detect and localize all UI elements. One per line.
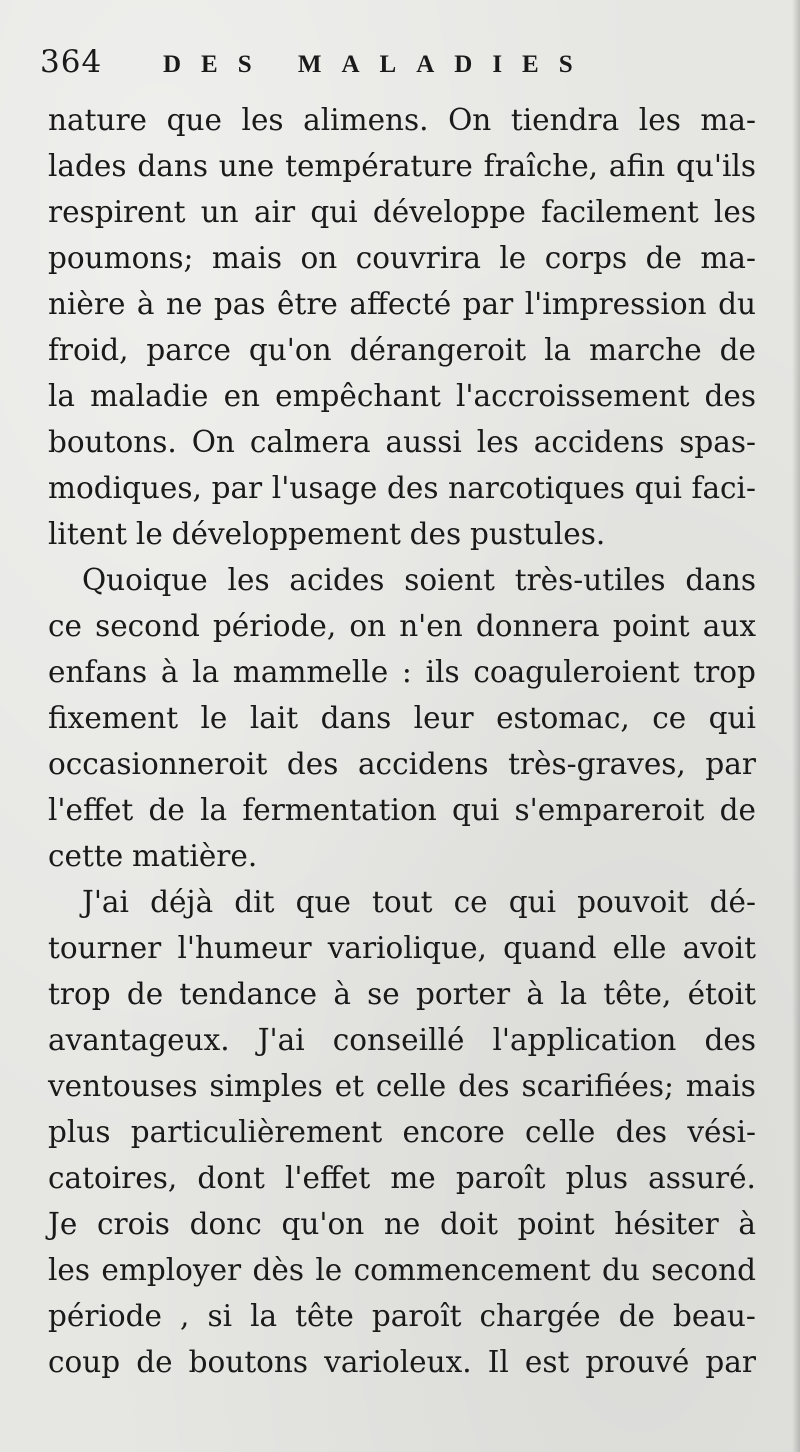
word: les [241, 103, 284, 137]
word: tendance [179, 977, 318, 1011]
word: ma- [700, 241, 756, 275]
word: cette [48, 839, 124, 873]
word: prouvé [585, 1345, 690, 1379]
word: et [334, 1069, 365, 1103]
word: froid, [48, 333, 129, 367]
word: alimens. [303, 103, 429, 137]
word: dérangeroit [349, 333, 527, 367]
word: beau- [672, 1299, 756, 1333]
word: l'effet [284, 1161, 371, 1195]
word: soient [404, 563, 495, 597]
word: aussi [385, 425, 462, 459]
word: avoit [682, 931, 756, 965]
word: dès [252, 1253, 304, 1287]
word: avantageux. [48, 1023, 230, 1057]
word: leur [413, 701, 474, 735]
word: ne [165, 287, 203, 321]
word: déjà [150, 885, 214, 919]
word: ce [652, 701, 687, 735]
word: des [704, 379, 756, 413]
word: ventouses [48, 1069, 198, 1103]
word: est [524, 1345, 570, 1379]
word: les [476, 425, 519, 459]
word: J'ai [82, 885, 129, 919]
word: nière [48, 287, 126, 321]
text-line [48, 695, 756, 741]
word: l'impression [524, 287, 707, 321]
word: litent [48, 517, 128, 551]
word: de [645, 241, 682, 275]
word: une [218, 149, 275, 183]
body-text [48, 97, 756, 1385]
word: second [651, 1253, 756, 1287]
word: ce [48, 609, 82, 643]
word: dans [685, 563, 756, 597]
word: mammelle [232, 655, 389, 689]
word: le [499, 241, 527, 275]
word: fraîche, [483, 149, 599, 183]
word: plus [565, 1161, 629, 1195]
word: qui [451, 793, 500, 827]
word: lait [249, 701, 299, 735]
word: trop [693, 655, 756, 689]
word: empêchant [275, 379, 441, 413]
word: occasionneroit [48, 747, 268, 781]
word: scarifiées; [521, 1069, 674, 1103]
word: à [738, 1207, 756, 1241]
word: vési- [687, 1115, 756, 1149]
text-line [48, 281, 756, 327]
word: ils [425, 655, 460, 689]
word: crois [96, 1207, 170, 1241]
word: qu'ils [675, 149, 756, 183]
word: la [250, 1299, 278, 1333]
word: l'accroissement [455, 379, 690, 413]
text-line [48, 511, 756, 557]
word: des [458, 1069, 510, 1103]
word: celle [375, 1069, 447, 1103]
word: à [333, 977, 351, 1011]
word: point [517, 1207, 595, 1241]
text-line [48, 557, 756, 603]
word: point [612, 609, 690, 643]
word: corps [544, 241, 628, 275]
page-number: 364 [40, 44, 103, 80]
text-line [48, 971, 756, 1017]
word: les [48, 1253, 91, 1287]
word: période [48, 1299, 162, 1333]
word: se [367, 977, 400, 1011]
word: dans [320, 701, 392, 735]
text-line [48, 1293, 756, 1339]
word: mais [685, 1069, 756, 1103]
word: de [136, 1345, 173, 1379]
word: le [200, 701, 228, 735]
word: si [207, 1299, 233, 1333]
word: par [462, 287, 514, 321]
word: des [409, 517, 462, 551]
word: qui [310, 195, 358, 229]
word: plus [48, 1115, 111, 1149]
word: conseillé [332, 1023, 465, 1057]
word: dont [197, 1161, 265, 1195]
word: à [136, 287, 155, 321]
word: qu'on [281, 1207, 365, 1241]
word: ma- [700, 103, 756, 137]
word: encore [402, 1115, 505, 1149]
word: Je [48, 1207, 78, 1241]
word: qu'on [248, 333, 332, 367]
word: parce [146, 333, 231, 367]
word: afin [608, 149, 666, 183]
word: tiendra [510, 103, 620, 137]
text-line [48, 143, 756, 189]
word: On [448, 103, 492, 137]
text-line [48, 1063, 756, 1109]
word: dans [137, 149, 208, 183]
word: tête, [603, 977, 672, 1011]
word: commencement [353, 1253, 591, 1287]
word: chargée [479, 1299, 601, 1333]
text-line [48, 603, 756, 649]
word: coaguleroient [473, 655, 680, 689]
word: On [191, 425, 235, 459]
word: en [223, 379, 261, 413]
word: me [390, 1161, 436, 1195]
word: variolique, [327, 931, 487, 965]
running-head: DES MALADIES [163, 51, 593, 78]
word: les [227, 563, 270, 597]
word: paroît [371, 1299, 462, 1333]
word: l'effet [48, 793, 134, 827]
word: poumons; [48, 241, 194, 275]
word: particulièrement [130, 1115, 383, 1149]
text-line [48, 1247, 756, 1293]
word: , [180, 1299, 190, 1333]
word: fixement [48, 701, 179, 735]
word: enfans [48, 655, 148, 689]
word: très-graves, [508, 747, 686, 781]
word: donnera [475, 609, 600, 643]
word: accidens [533, 425, 665, 459]
word: très-utiles [514, 563, 666, 597]
word: facilement [541, 195, 699, 229]
word: : [401, 655, 412, 689]
word: acides [289, 563, 385, 597]
word: maladie [90, 379, 209, 413]
word: matière. [132, 839, 258, 873]
word: l'humeur [177, 931, 312, 965]
word: à [526, 977, 544, 1011]
word: respirent [48, 195, 186, 229]
text-line [48, 649, 756, 695]
text-line [48, 465, 756, 511]
word: les [638, 103, 681, 137]
word: la [544, 333, 572, 367]
word: de [148, 793, 185, 827]
word: pustules. [470, 517, 606, 551]
word: étoit [687, 977, 756, 1011]
word: lades [48, 149, 127, 183]
word: l'application [492, 1023, 677, 1057]
word: marche [589, 333, 702, 367]
word: qui [508, 885, 557, 919]
word: dé- [709, 885, 756, 919]
word: coup [48, 1345, 121, 1379]
text-line [48, 327, 756, 373]
text-line [48, 1109, 756, 1155]
word: catoires, [48, 1161, 178, 1195]
word: affecté [349, 287, 452, 321]
text-line [48, 97, 756, 143]
word: air [253, 195, 296, 229]
word: narcotiques [448, 471, 625, 505]
word: de [126, 977, 164, 1011]
word: ne [383, 1207, 421, 1241]
word: modiques, [48, 471, 202, 505]
word: des [286, 747, 339, 781]
word: être [277, 287, 338, 321]
word: spas- [679, 425, 756, 459]
word: n'en [399, 609, 463, 643]
word: les [713, 195, 756, 229]
word: on [300, 241, 338, 275]
word: la [192, 655, 220, 689]
word: s'empareroit [514, 793, 705, 827]
word: ce [453, 885, 488, 919]
text-line [48, 373, 756, 419]
word: période, [212, 609, 337, 643]
word: elle [612, 931, 667, 965]
word: faci- [691, 471, 756, 505]
word: des [615, 1115, 668, 1149]
word: boutons [188, 1345, 309, 1379]
word: tête [295, 1299, 354, 1333]
word: on [349, 609, 387, 643]
word: aux [702, 609, 756, 643]
word: la [560, 977, 588, 1011]
word: pouvoit [577, 885, 689, 919]
word: simples [209, 1069, 323, 1103]
word: le [315, 1253, 343, 1287]
word: du [601, 1253, 640, 1287]
word: trop [48, 977, 111, 1011]
text-line [48, 741, 756, 787]
word: du [718, 287, 756, 321]
word: l'usage [271, 471, 378, 505]
word: un [200, 195, 239, 229]
page-header [40, 38, 760, 88]
word: paroît [455, 1161, 546, 1195]
word: couvrira [355, 241, 481, 275]
word: varioleux. [324, 1345, 472, 1379]
word: calmera [249, 425, 371, 459]
word: qui [634, 471, 682, 505]
text-line [48, 419, 756, 465]
word: mais [211, 241, 283, 275]
word: par [705, 1345, 756, 1379]
word: assuré. [648, 1161, 756, 1195]
word: de [618, 1299, 655, 1333]
word: J'ai [257, 1023, 305, 1057]
word: par [211, 471, 263, 505]
word: développe [372, 195, 526, 229]
word: la [200, 793, 228, 827]
word: second [95, 609, 200, 643]
word: que [295, 885, 351, 919]
word: développement [171, 517, 401, 551]
word: par [705, 747, 756, 781]
word: Il [487, 1345, 509, 1379]
word: que [166, 103, 222, 137]
text-line [48, 925, 756, 971]
text-line [48, 879, 756, 925]
word: qui [708, 701, 756, 735]
word: porter [415, 977, 511, 1011]
text-line [48, 1201, 756, 1247]
word: celle [525, 1115, 596, 1149]
word: pas [213, 287, 266, 321]
text-line [48, 833, 756, 879]
word: le [135, 517, 163, 551]
word: hésiter [614, 1207, 719, 1241]
word: fermentation [242, 793, 437, 827]
text-line [48, 787, 756, 833]
word: de [719, 333, 756, 367]
word: estomac, [496, 701, 630, 735]
word: nature [48, 103, 148, 137]
word: donc [189, 1207, 262, 1241]
word: à [160, 655, 179, 689]
text-line [48, 1017, 756, 1063]
word: dit [234, 885, 275, 919]
word: des [704, 1023, 756, 1057]
word: Quoique [82, 563, 208, 597]
word: accidens [357, 747, 489, 781]
word: doit [440, 1207, 498, 1241]
word: tourner [48, 931, 162, 965]
text-line [48, 235, 756, 281]
word: boutons. [48, 425, 177, 459]
text-line [48, 189, 756, 235]
word: employer [101, 1253, 242, 1287]
word: quand [503, 931, 597, 965]
word: de [719, 793, 756, 827]
word: température [285, 149, 473, 183]
text-line [48, 1339, 756, 1385]
text-line [48, 1155, 756, 1201]
word: tout [372, 885, 433, 919]
word: des [387, 471, 439, 505]
word: la [48, 379, 76, 413]
